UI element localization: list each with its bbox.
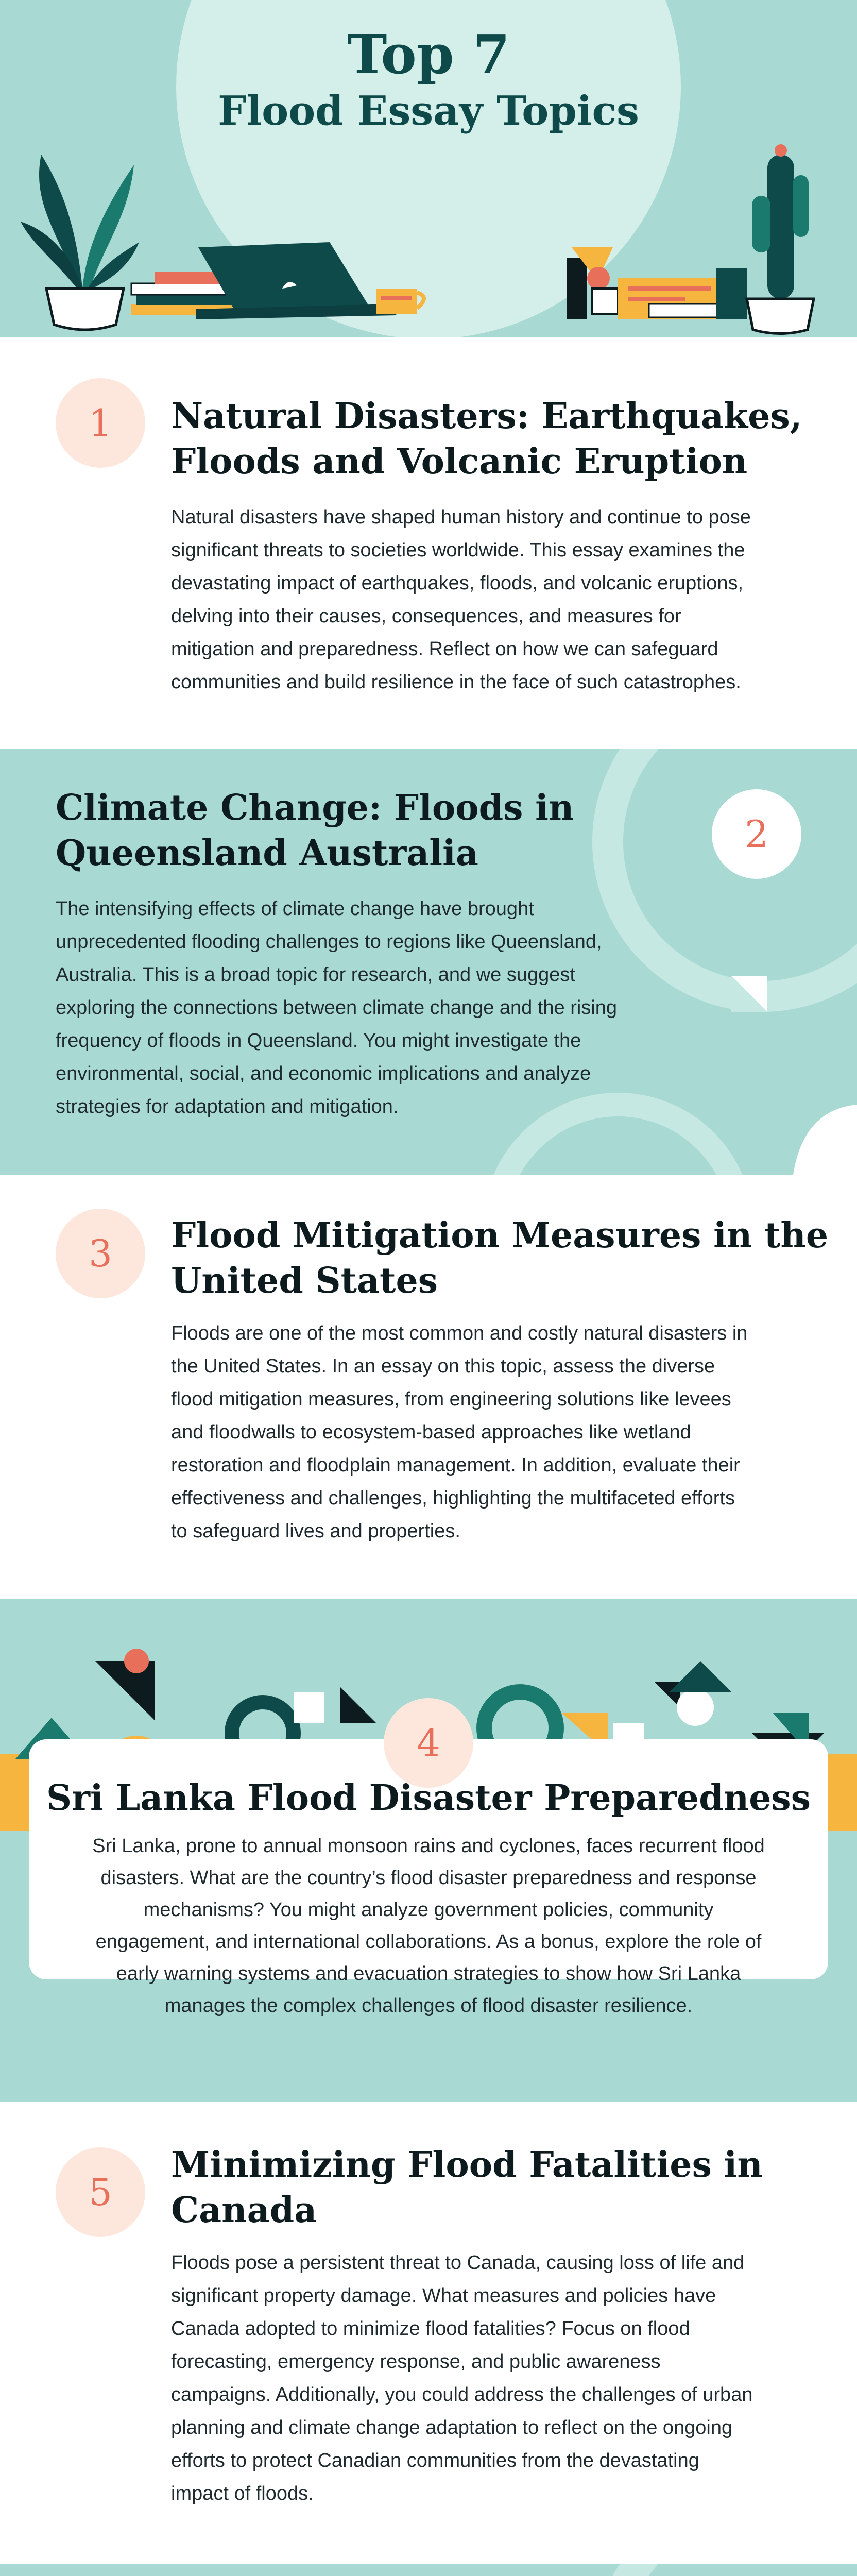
geometric-shapes: [567, 247, 618, 319]
topic-section-3: [0, 1175, 857, 1599]
topic-section-2: [0, 749, 857, 1175]
page-title-line1: Top 7: [347, 23, 510, 86]
decorative-circles: [0, 2564, 857, 2576]
topic-description: Floods pose a persistent threat to Canada, causing loss of life and significant property damage. What measures and policies have Canada adopted to minimize flood fatalities? Focus on flood forecasting, emergency response, and public awareness campaigns. Additionally, you could address the challenges of urban planning and climate change adaptation to reflect on the ongoing efforts to protect Canadian communities from the devastating impact of floods.: [171, 2252, 753, 2504]
right-books-illustration: [618, 268, 747, 319]
topic-title: Minimizing Flood Fatalities in Canada: [171, 2144, 763, 2231]
page-title-line2: Flood Essay Topics: [218, 88, 639, 134]
topic-description: Sri Lanka, prone to annual monsoon rains and cyclones, faces recurrent flood disasters. What are the country’s flood disaster preparedness and response mechanisms? You might analyze government policies, community engagement, and international collaborations. As a bonus, explore the role of early warning systems and evacuation strategies to show how Sri Lanka manages the complex challenges of flood disaster resilience.: [92, 1835, 765, 2016]
topic-description: Floods are one of the most common and costly natural disasters in the United States. In an essay on this topic, assess the diverse flood mitigation measures, from engineering solutions like levees and floodwalls to ecosystem-based approaches like wetland restoration and floodplain management. In addition, evaluate their effectiveness and challenges, highlighting the multifaceted efforts to safeguard lives and properties.: [171, 1323, 748, 1542]
mug-illustration: [376, 289, 424, 314]
topic-number-badge: 3: [56, 1209, 145, 1298]
topic-section-5: [0, 2102, 857, 2564]
desk-illustration: [0, 0, 857, 337]
topic-section-1: [0, 337, 857, 749]
topic-section-6: [0, 2564, 857, 2576]
topic-title: Climate Change: Floods in Queensland Australia: [56, 787, 574, 874]
left-plant-illustration: [21, 155, 139, 330]
topic-number-badge: 2: [712, 789, 801, 879]
hero-header: [0, 0, 857, 337]
topic-title: Sri Lanka Flood Disaster Preparedness: [46, 1777, 811, 1819]
cactus-illustration: [747, 144, 814, 334]
topic-number-badge: 5: [56, 2147, 145, 2237]
topic-number-badge: 4: [384, 1698, 473, 1788]
topic-description: Natural disasters have shaped human history and continue to pose significant threats to societies worldwide. This essay examines the devastating impact of earthquakes, floods, and volcanic eruptions, delving into their causes, consequences, and measures for mitigation and preparedness. Reflect on how we can safeguard communities and build resilience in the face of such catastrophes.: [171, 506, 751, 693]
topic-title: Flood Mitigation Measures in the United States: [171, 1215, 829, 1301]
topic-number-badge: 1: [56, 378, 145, 468]
topic-description: The intensifying effects of climate change have brought unprecedented flooding challenges to regions like Queensland, Australia. This is a broad topic for research, and we suggest exploring the connections between climate change and the rising frequency of floods in Queensland. You might investigate the environmental, social, and economic implications and analyze strategies for adaptation and mitigation.: [56, 898, 618, 1117]
topic-section-4: [0, 1599, 857, 2102]
topic-title: Natural Disasters: Earthquakes, Floods and Volcanic Eruption: [171, 396, 802, 482]
